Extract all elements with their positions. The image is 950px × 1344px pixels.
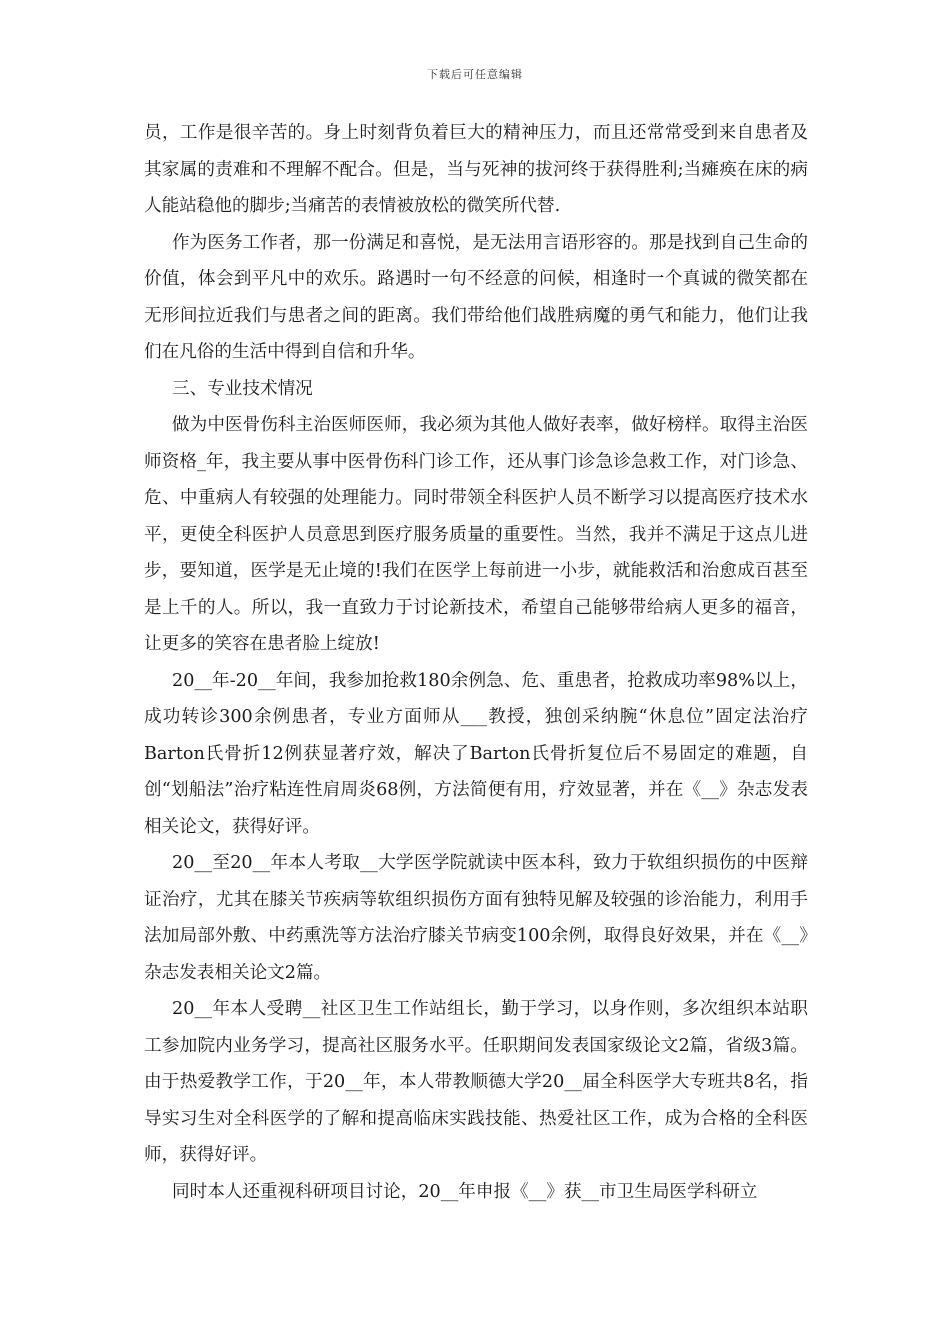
paragraph-1: 员，工作是很辛苦的。身上时刻背负着巨大的精神压力，而且还常常受到来自患者及其家属的责难和不理解不配合。但是，当与死神的拔河终于获得胜利;当瘫痪在床的病人能站稳他的脚步;当痛苦的表情被放松的微笑所代替.	[144, 123, 808, 216]
page-header: 下载后可任意编辑	[427, 68, 523, 81]
paragraph-5: 20__至20__年本人考取__大学医学院就读中医本科，致力于软组织损伤的中医辩证治疗，尤其在膝关节疾病等软组织损伤方面有独特见解及较强的诊治能力，利用手法加局部外敷、中药熏洗等方法治疗膝关节病变100余例，取得良好效果，并在《__》杂志发表相关论文2篇。	[144, 853, 808, 983]
paragraph-7: 同时本人还重视科研项目讨论，20__年申报《__》获__市卫生局医学科研立	[172, 1181, 758, 1202]
paragraph-2: 作为医务工作者，那一份满足和喜悦，是无法用言语形容的。那是找到自己生命的价值，体会到平凡中的欢乐。路遇时一句不经意的问候，相逢时一个真诚的微笑都在无形间拉近我们与患者之间的距离。我们带给他们战胜病魔的勇气和能力，他们让我们在凡俗的生活中得到自信和升华。	[144, 232, 808, 362]
document-body	[144, 115, 808, 1210]
paragraph-3: 做为中医骨伤科主治医师医师，我必须为其他人做好表率，做好榜样。取得主治医师资格_年，我主要从事中医骨伤科门诊工作，还从事门诊急诊急救工作，对门诊急、危、中重病人有较强的处理能力。同时带领全科医护人员不断学习以提高医疗技术水平，更使全科医护人员意思到医疗服务质量的重要性。当然，我并不满足于这点儿进步，要知道，医学是无止境的!我们在医学上每前进一小步，就能救活和治愈成百甚至是上千的人。所以，我一直致力于讨论新技术，希望自己能够带给病人更多的福音，让更多的笑容在患者脸上绽放!	[144, 415, 808, 654]
paragraph-4: 20__年-20__年间，我参加抢救180余例急、危、重患者，抢救成功率98%以上，成功转诊300余例患者，专业方面师从___教授，独创采纳腕“休息位”固定法治疗Barton氏骨折12例获显著疗效，解决了Barton氏骨折复位后不易固定的难题，自创“划船法”治疗粘连性肩周炎68例，方法简便有用，疗效显著，并在《__》杂志发表相关论文，获得好评。	[144, 670, 808, 837]
section-heading: 三、专业技术情况	[172, 378, 313, 399]
paragraph-6: 20__年本人受聘__社区卫生工作站组长，勤于学习，以身作则，多次组织本站职工参加院内业务学习，提高社区服务水平。任职期间发表国家级论文2篇，省级3篇。由于热爱教学工作，于20__年，本人带教顺德大学20__届全科医学大专班共8名，指导实习生对全科医学的了解和提高临床实践技能、热爱社区工作，成为合格的全科医师，获得好评。	[144, 999, 808, 1165]
